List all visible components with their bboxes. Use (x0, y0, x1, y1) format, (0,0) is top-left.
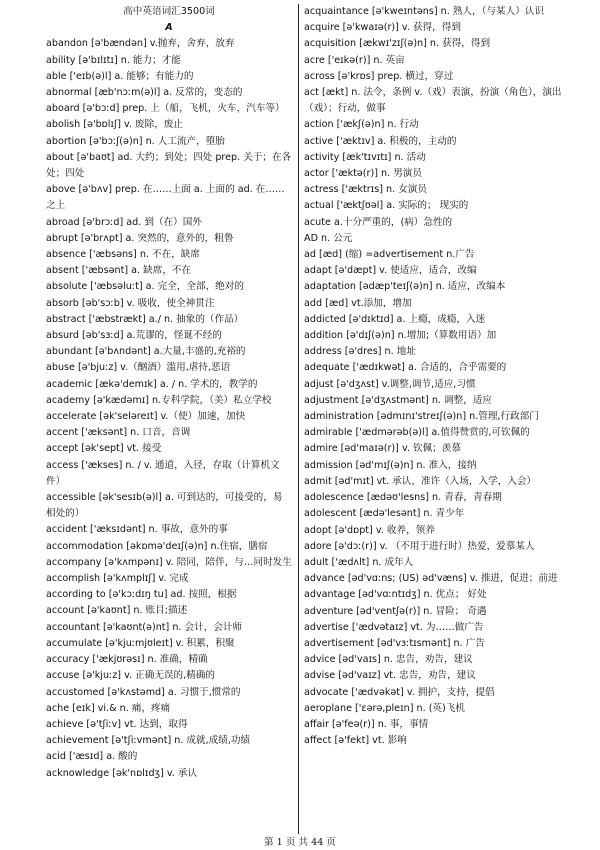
vocab-entry: adaptation [ədæp'teɪʃ(ə)n] n. 适应，改编本 (304, 281, 506, 293)
vocab-entry: acknowledge [ək'nɒlɪdʒ] v. 承认 (46, 767, 198, 779)
vocab-entry: advise [əd'vaɪz] vt. 忠告，劝告，建议 (304, 670, 476, 682)
vocab-entry: admirable ['ædmərəb(ə)l] a.值得赞赏的,可钦佩的 (304, 427, 530, 439)
vocab-entry: accumulate [ə'kjuːmjʊleɪt] v. 积累，积聚 (46, 637, 235, 649)
vocab-entry: addicted [ə'dɪktɪd] a. 上瘾，成瘾，入迷 (304, 313, 486, 325)
vocab-entry: academic [ækə'demɪk] a. / n. 学术的，教学的 (46, 378, 258, 390)
vocab-entry: ache [eɪk] vi.& n. 痛，疼痛 (46, 702, 171, 714)
vocab-entry: adjust [ə'dʒʌst] v.调整,调节,适应,习惯 (304, 378, 476, 390)
vocab-entry: ad [æd] (缩) =advertisement n.广告 (304, 249, 475, 261)
vocab-entry: acquisition [ækwɪ'zɪʃ(ə)n] n. 获得，得到 (304, 38, 491, 50)
vocab-entry: absence ['æbsəns] n. 不在，缺席 (46, 249, 200, 261)
vocab-entry: advertise ['ædvətaɪz] vt. 为……做广告 (304, 621, 484, 633)
vocab-entry: absent ['æbsənt] a. 缺席，不在 (46, 265, 192, 277)
left-column (46, 4, 292, 834)
vocab-entry: accessible [ək'sesɪb(ə)l] a. 可到达的，可接受的，易相处的） (46, 492, 283, 520)
vocab-entry: abortion [ə'bɔːʃ(ə)n] n. 人工流产，堕胎 (46, 135, 225, 147)
vocab-entry: acquire [ə'kwaɪə(r)] v. 获得，得到 (304, 22, 461, 34)
vocab-entry: advertisement [əd'vɜːtɪsmənt] n. 广告 (304, 637, 485, 649)
vocab-entry: activity [æk'tɪvɪtɪ] n. 活动 (304, 151, 426, 163)
vocab-entry: admire [əd'maɪə(r)] v. 钦佩；羡慕 (304, 443, 461, 455)
vocab-entry: advocate ['ædvəkət] v. 拥护，支持，提倡 (304, 686, 495, 698)
vocab-entry: abroad [ə'brɔːd] ad. 到（在）国外 (46, 216, 202, 228)
vocab-entry: accent ['æksənt] n. 口音，音调 (46, 427, 191, 439)
vocab-entry: accustomed [ə'kʌstəmd] a. 习惯于,惯常的 (46, 686, 241, 698)
vocab-entry: acquaintance [ə'kweɪntəns] n. 熟人，（与某人）认识 (304, 6, 544, 17)
vocab-entry: acid ['æsɪd] a. 酸的 (46, 751, 138, 763)
vocab-entry: action ['ækʃ(ə)n] n. 行动 (304, 119, 419, 131)
vocab-entry: admit [əd'mɪt] vt. 承认，准许（入场，入学，入会） (304, 475, 537, 487)
vocab-entry: adapt [ə'dæpt] v. 使适应，适合，改编 (304, 265, 477, 277)
vocab-entry: acute a.十分严重的，(病）急性的 (304, 216, 453, 228)
vocab-entry: actor ['æktə(r)] n. 男演员 (304, 168, 422, 180)
document-title: 高中英语词汇3500词 (123, 6, 215, 17)
vocab-entry: ability [ə'bɪlɪtɪ] n. 能力；才能 (46, 54, 181, 66)
vocab-entry: achievement [ə'tʃiːvmənt] n. 成就,成绩,功绩 (46, 735, 251, 747)
vocab-entry: accept [ək'sept] vt. 接受 (46, 443, 162, 455)
vocab-entry: address [ə'dres] n. 地址 (304, 346, 416, 358)
vocab-entry: advance [əd'vɑːns; (US) əd'væns] v. 推进，促进；前进 (304, 573, 558, 585)
vocab-entry: AD n. 公元 (304, 232, 353, 244)
vocab-entry: abundant [ə'bʌndənt] a.大量,丰盛的,充裕的 (46, 346, 246, 358)
vocab-entry: absurd [əb'sɜːd] a.荒谬的，怪诞不经的 (46, 330, 222, 342)
vocab-entry: advice [əd'vaɪs] n. 忠告，劝告，建议 (304, 654, 473, 666)
vocab-entry: admission [əd'mɪʃ(ə)n] n. 准入，接纳 (304, 459, 477, 471)
vocab-entry: achieve [ə'tʃiːv] vt. 达到，取得 (46, 718, 188, 730)
vocab-entry: abandon [ə'bændən] v.抛弃，舍弃，放弃 (46, 38, 235, 50)
vocab-entry: access ['ækses] n. / v. 通道，入径，存取（计算机文件） (46, 459, 280, 487)
vocab-entry: according to [ə'kɔːdɪŋ tu] ad. 按照，根据 (46, 589, 237, 601)
vocab-entry: accelerate [ək'seləreɪt] v.（使）加速，加快 (46, 411, 246, 423)
vocab-entry: adore [ə'dɔː(r)] v. （不用于进行时）热爱，爱慕某人 (304, 540, 535, 552)
vocab-entry: adolescent [ædə'lesənt] n. 青少年 (304, 508, 465, 520)
vocab-entry: adolescence [ædəʊ'lesns] n. 青春，青春期 (304, 492, 502, 504)
vocab-entry: accountant [ə'kaʊnt(ə)nt] n. 会计，会计师 (46, 621, 243, 633)
vocab-entry: accompany [ə'kʌmpənɪ] v. 陪同，陪伴，与…同时发生 (46, 556, 292, 568)
vocab-entry: affect [ə'fekt] vt. 影响 (304, 735, 407, 747)
vocab-entry: accommodation [əkɒmə'deɪʃ(ə)n] n.住宿，膳宿 (46, 540, 268, 552)
vocab-entry: accomplish [ə'kʌmplɪʃ] v. 完成 (46, 573, 189, 585)
vocab-entry: advantage [əd'vɑːntɪdʒ] n. 优点； 好处 (304, 589, 487, 601)
vocab-entry: account [ə'kaʊnt] n. 账目;描述 (46, 605, 188, 617)
vocab-entry: actual ['æktʃʊəl] a. 实际的； 现实的 (304, 200, 469, 212)
vocab-entry: about [ə'baʊt] ad. 大约；到处；四处 prep. 关于；在各处；四处 (46, 151, 292, 179)
column-divider (298, 4, 299, 834)
vocab-entry: actress ['æktrɪs] n. 女演员 (304, 184, 427, 196)
vocab-entry: across [ə'krɒs] prep. 横过，穿过 (304, 70, 454, 82)
vocab-entry: add [æd] vt.添加，增加 (304, 297, 412, 309)
vocab-entry: act [ækt] n. 法令，条例 v.（戏）表演，扮演（角色），演出（戏）；行动，做事 (304, 87, 562, 115)
vocab-entry: abuse [ə'bjuːz] v.（酗酒）滥用,虐待,恶语 (46, 362, 231, 374)
vocab-entry: adventure [əd'ventʃə(r)] n. 冒险； 奇遇 (304, 605, 487, 617)
page-footer: 第 1 页 共 44 页 (264, 837, 336, 848)
vocab-entry: administration [ədmɪnɪ'streɪʃ(ə)n] n.管理,行政部门 (304, 411, 539, 423)
vocab-entry: abnormal [æb'nɔːm(ə)l] a. 反常的，变态的 (46, 86, 243, 98)
left-entry-list (46, 36, 292, 781)
vocab-entry: aeroplane ['ɛərə,pleɪn] n. (英)飞机 (304, 702, 465, 714)
vocab-entry: abrupt [ə'brʌpt] a. 突然的，意外的，粗鲁 (46, 232, 234, 244)
vocab-entry: adequate ['ædɪkwət] a. 合适的，合乎需要的 (304, 362, 507, 374)
vocab-entry: adopt [ə'dɒpt] v. 收养，领养 (304, 524, 435, 536)
vocab-entry: abolish [ə'bɒlɪʃ] v. 废除，废止 (46, 119, 184, 131)
vocab-entry: accuse [ə'kjuːz] v. 正确无误的,精确的 (46, 670, 215, 682)
right-entry-list (304, 4, 562, 749)
vocab-entry: above [ə'bʌv] prep. 在……上面 a. 上面的 ad. 在……之上 (46, 184, 285, 212)
section-letter: A (165, 22, 173, 34)
vocab-entry: acre ['eɪkə(r)] n. 英亩 (304, 54, 405, 66)
vocab-entry: absolute ['æbsəluːt] a. 完全，全部，绝对的 (46, 281, 244, 293)
vocab-entry: accuracy ['ækjʊrəsɪ] n. 准确，精确 (46, 654, 208, 666)
vocab-entry: active ['æktɪv] a. 积极的，主动的 (304, 135, 457, 147)
right-column (304, 4, 562, 834)
vocab-entry: adjustment [ə'dʒʌstmənt] n. 调整，适应 (304, 394, 492, 406)
vocab-entry: addition [ə'dɪʃ(ə)n] n.增加;（算数用语）加 (304, 330, 497, 342)
vocab-entry: absorb [əb'sɔːb] v. 吸收，使全神贯注 (46, 297, 215, 309)
vocab-entry: abstract ['æbstrækt] a./ n. 抽象的（作品） (46, 313, 244, 325)
vocab-entry: adult ['ædʌlt] n. 成年人 (304, 556, 414, 568)
vocab-entry: affair [ə'feə(r)] n. 事，事情 (304, 718, 429, 730)
vocab-entry: academy [ə'kædəmɪ] n.专科学院，（美）私立学校 (46, 394, 272, 406)
vocab-entry: able ['eɪb(ə)l] a. 能够；有能力的 (46, 70, 194, 82)
vocab-entry: aboard [ə'bɔːd] prep. 上（船，飞机，火车，汽车等） (46, 103, 285, 115)
vocab-entry: accident ['æksɪdənt] n. 事故，意外的事 (46, 524, 228, 536)
